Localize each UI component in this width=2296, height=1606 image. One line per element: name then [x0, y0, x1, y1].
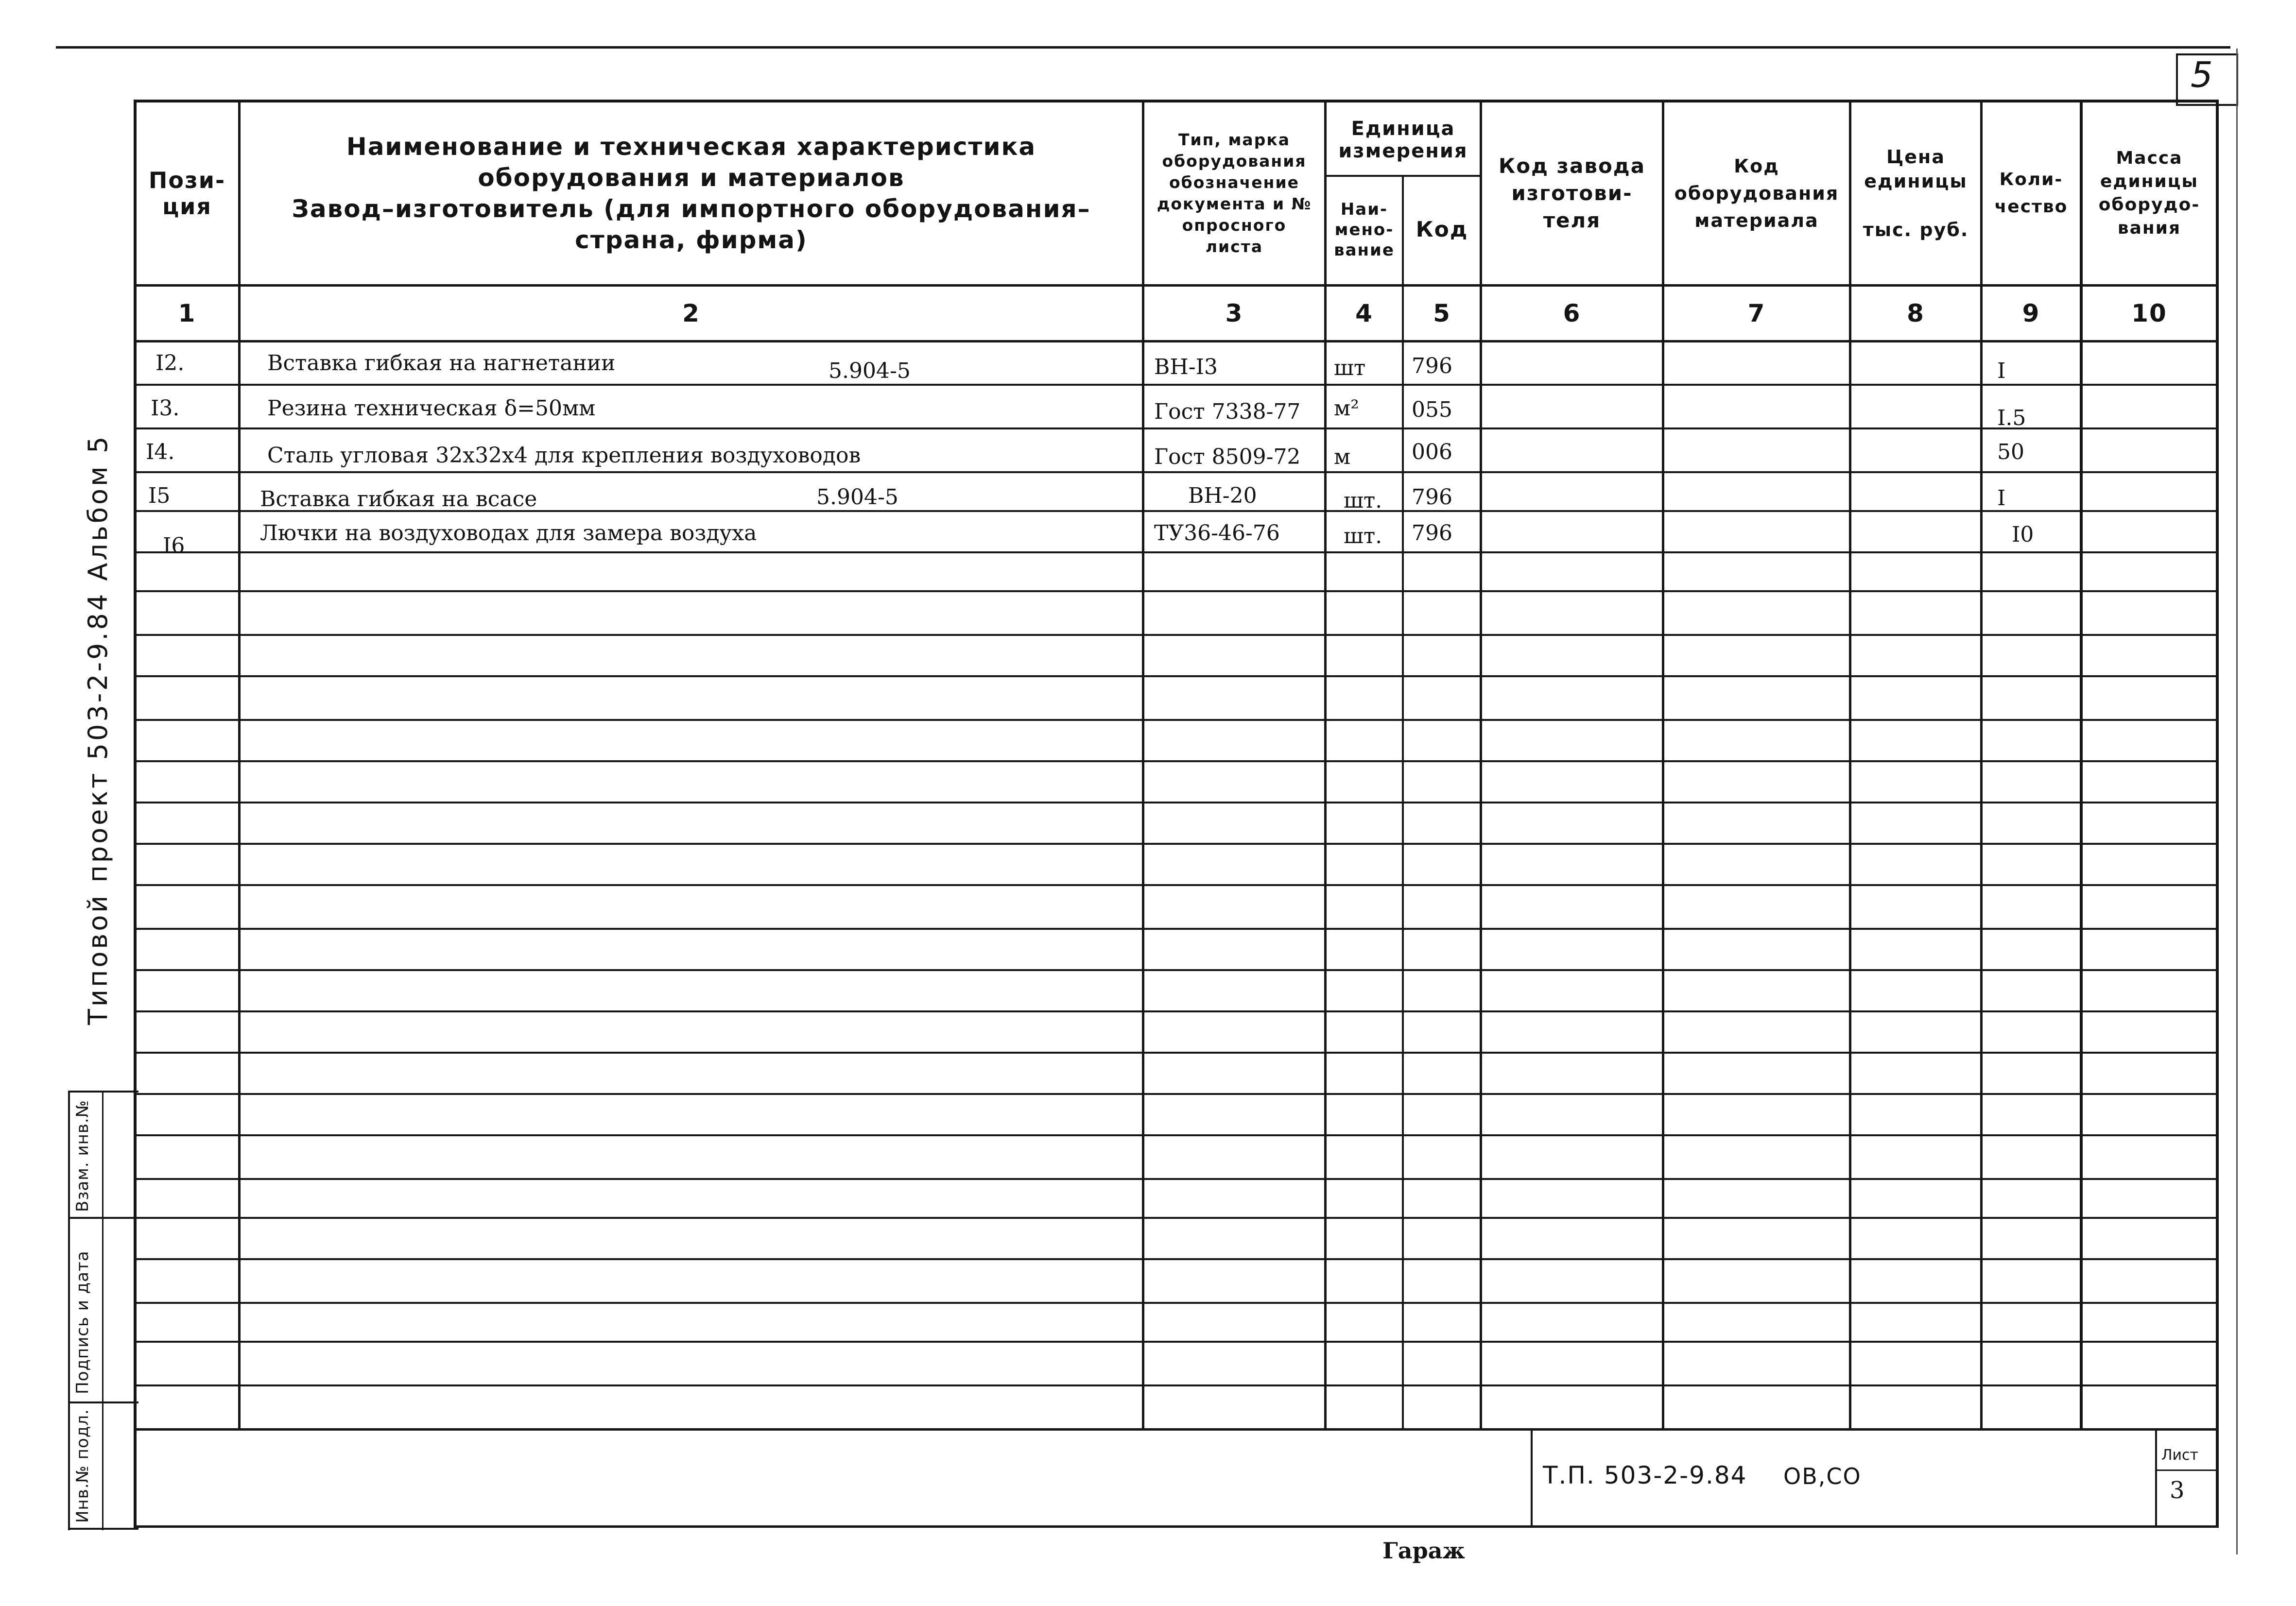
row-line: [134, 551, 2218, 553]
row-unit-code: 796: [1412, 485, 1452, 510]
row-type: ТУ36-46-76: [1154, 521, 1280, 546]
header-position: Пози- ция: [148, 167, 226, 220]
drawing-caption: Гараж: [1382, 1538, 1465, 1564]
row-line: [134, 843, 2218, 845]
row-unit-name: шт.: [1344, 524, 1382, 548]
header-equipment-code: Код оборудования материала: [1674, 155, 1839, 231]
row-unit-code: 796: [1412, 354, 1452, 378]
stamp-replace-label: Взам. инв.№: [73, 1099, 92, 1212]
sheet-number: 3: [2170, 1477, 2185, 1504]
title-block-left: [1531, 1431, 1533, 1528]
column-number-1: 1: [178, 299, 196, 327]
sheet-cell-divider: [2155, 1469, 2216, 1471]
top-border-line: [56, 46, 2230, 49]
column-number-10: 10: [2131, 299, 2167, 327]
row-type: Гост 7338-77: [1154, 399, 1301, 424]
row-unit-code: 006: [1412, 440, 1452, 464]
row-line: [134, 1302, 2218, 1304]
title-block-bottom: [134, 1525, 2218, 1528]
stamp-signature-label: Подпись и дата: [73, 1250, 92, 1394]
table-body-bottom-line: [134, 1428, 2218, 1431]
row-name: Сталь угловая 32х32х4 для крепления воздуховодов: [267, 443, 861, 468]
row-line: [134, 802, 2218, 803]
row-unit-code: 055: [1412, 397, 1452, 422]
stamp-inner-column: [102, 1091, 104, 1530]
row-line: [134, 1341, 2218, 1343]
row-quantity: I: [1997, 359, 2006, 383]
unit-group-divider: [1324, 175, 1482, 177]
designation: Т.П. 503-2-9.84: [1543, 1461, 1747, 1489]
row-unit-name: шт: [1334, 356, 1366, 380]
row-line: [134, 1093, 2218, 1095]
sheet-cell-left: [2155, 1431, 2157, 1528]
column-number-row-border: [134, 340, 2218, 342]
row-line: [134, 1178, 2218, 1180]
row-name: Вставка гибкая на нагнетании: [267, 351, 616, 376]
row-line: [134, 675, 2218, 677]
row-quantity: 50: [1997, 440, 2024, 464]
row-position: I5: [148, 483, 171, 508]
header-unit-price: Цена единицы тыс. руб.: [1863, 146, 1969, 240]
stamp-outer-left: [68, 1091, 70, 1530]
column-number-3: 3: [1225, 299, 1243, 327]
row-unit-code: 796: [1412, 521, 1452, 546]
row-position: I2.: [155, 351, 185, 376]
row-line: [134, 590, 2218, 592]
row-line: [134, 1384, 2218, 1386]
header-name: Наименование и техническая характеристика оборудования и материалов Завод–изготовитель (для импортного оборудования– страна, фирма): [292, 132, 1091, 254]
row-line: [134, 969, 2218, 971]
row-unit-name: м²: [1334, 396, 1359, 421]
column-number-7: 7: [1747, 299, 1766, 327]
row-position: I6: [163, 533, 185, 558]
sheet-label: Лист: [2161, 1447, 2199, 1464]
row-line: [134, 719, 2218, 721]
row-line: [134, 884, 2218, 886]
column-number-5: 5: [1433, 299, 1451, 327]
row-quantity: I0: [2012, 522, 2034, 547]
table-top-border: [134, 100, 2218, 103]
row-type: ВН-I3: [1154, 355, 1218, 379]
column-number-8: 8: [1907, 299, 1925, 327]
row-line: [134, 1134, 2218, 1136]
row-position: I3.: [151, 396, 180, 421]
column-number-4: 4: [1355, 299, 1373, 327]
row-name: Лючки на воздуховодах для замера воздуха: [260, 521, 757, 546]
header-bottom-border: [134, 284, 2218, 287]
row-type: Гост 8509-72: [1154, 444, 1301, 469]
table-right-border: [2216, 100, 2219, 1528]
row-quantity: I: [1997, 486, 2006, 511]
header-type: Тип, марка оборудования обозначение документа и № опросного листа: [1157, 130, 1312, 256]
column-number-9: 9: [2022, 299, 2040, 327]
row-name: Резина техническая δ=50мм: [267, 396, 596, 421]
row-line: [134, 634, 2218, 636]
header-unit-mass: Масса единицы оборудо- вания: [2098, 148, 2200, 238]
row-unit-name: шт.: [1344, 488, 1382, 513]
column-number-6: 6: [1563, 299, 1581, 327]
row-line: [134, 1258, 2218, 1260]
header-unit-code: Код: [1416, 217, 1468, 242]
header-unit-name: Наи- мено- вание: [1334, 199, 1395, 260]
right-edge-mark: [2236, 49, 2238, 1555]
corner-sheet-number: 5: [2191, 54, 2214, 95]
row-reference: 5.904-5: [816, 485, 898, 510]
header-plant-code: Код завода изготови- теля: [1498, 154, 1646, 232]
row-line: [134, 427, 2218, 429]
row-position: I4.: [146, 440, 175, 464]
column-number-2: 2: [682, 299, 700, 327]
row-line: [134, 1010, 2218, 1012]
row-type: ВН-20: [1188, 483, 1257, 508]
row-line: [134, 928, 2218, 930]
side-title: Типовой проект 503-2-9.84 Альбом 5: [83, 434, 113, 1025]
stamp-inventory-label: Инв.№ подл.: [73, 1409, 92, 1523]
row-line: [134, 1217, 2218, 1219]
row-line: [134, 1052, 2218, 1054]
row-line: [134, 471, 2218, 473]
document-code: ОВ,СО: [1783, 1463, 1862, 1489]
row-name: Вставка гибкая на всасе: [260, 487, 537, 512]
row-reference: 5.904-5: [829, 359, 911, 383]
header-quantity: Коли- чество: [1994, 169, 2068, 217]
row-unit-name: м: [1334, 444, 1351, 469]
row-line: [134, 384, 2218, 386]
header-unit-group: Единица измерения: [1338, 117, 1468, 162]
row-quantity: I.5: [1997, 406, 2026, 430]
row-line: [134, 760, 2218, 762]
